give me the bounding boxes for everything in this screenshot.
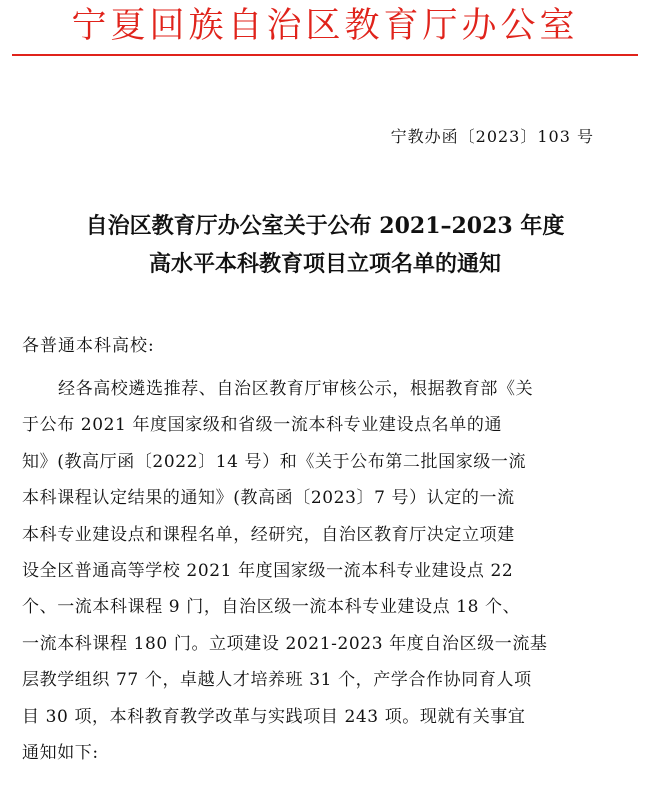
body-line: 于公布 2021 年度国家级和省级一流本科专业建设点名单的通 — [22, 415, 503, 436]
body-line: 层教学组织 77 个，卓越人才培养班 31 个，产学合作协同育人项 — [22, 670, 532, 691]
body-line: 设全区普通高等学校 2021 年度国家级一流本科专业建设点 22 — [22, 560, 514, 581]
document-number: 宁教办函〔2023〕103 号 — [390, 127, 594, 146]
title-line-2: 高水平本科教育项目立项名单的通知 — [148, 251, 501, 277]
body-line: 本科课程认定结果的通知》(教高函〔2023〕7 号）认定的一流 — [22, 488, 515, 509]
body-line: 一流本科课程 180 门。立项建设 2021-2023 年度自治区级一流基 — [22, 633, 548, 654]
body-line: 通知如下: — [22, 742, 99, 763]
body-line: 本科专业建设点和课程名单，经研究，自治区教育厅决定立项建 — [22, 524, 515, 545]
title-line-1: 自治区教育厅办公室关于公布 2021–2023 年度 — [85, 213, 565, 239]
letterhead-org-name: 宁夏回族自治区教育厅办公室 — [71, 6, 579, 46]
body-line: 个、一流本科课程 9 门，自治区级一流本科专业建设点 18 个、 — [22, 597, 521, 618]
addressee: 各普通本科高校: — [22, 336, 155, 356]
body-line: 知》(教高厅函〔2022〕14 号）和《关于公布第二批国家级一流 — [22, 451, 527, 472]
letterhead-red-rule — [12, 54, 638, 56]
document-title — [0, 207, 650, 283]
body-line: 目 30 项，本科教育教学改革与实践项目 243 项。现就有关事宜 — [22, 706, 526, 727]
body-line: 经各高校遴选推荐、自治区教育厅审核公示，根据教育部《关 — [58, 379, 534, 399]
body-paragraph — [22, 371, 632, 771]
